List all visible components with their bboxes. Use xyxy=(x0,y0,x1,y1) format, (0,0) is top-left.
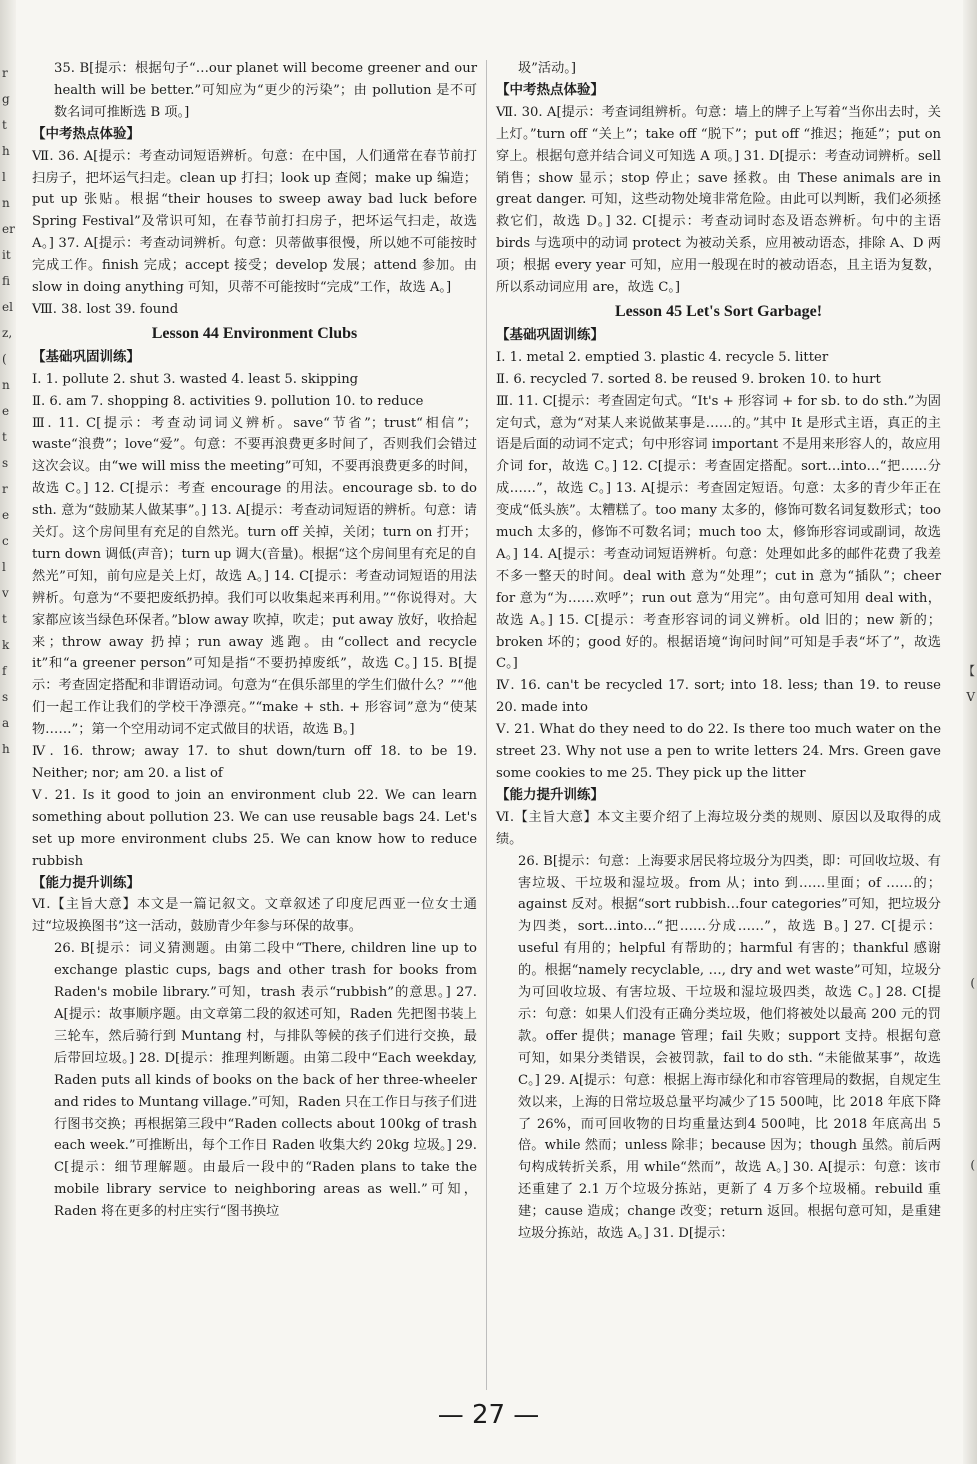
margin-fragment xyxy=(963,372,975,398)
section-tag: 【基础巩固训练】 xyxy=(496,326,604,343)
margin-fragment xyxy=(963,86,975,112)
margin-fragment: s xyxy=(2,690,9,704)
lesson-heading: Lesson 45 Let's Sort Garbage! xyxy=(614,302,823,320)
margin-fragment: l xyxy=(2,170,6,184)
margin-fragment xyxy=(963,606,975,632)
answer-paragraph: 圾”活动。] xyxy=(518,61,577,76)
answer-paragraph: Ⅱ. 6. recycled 7. sorted 8. be reused 9. broken 10. to hurt xyxy=(496,371,881,387)
answer-paragraph: Ⅴ. 21. What do they need to do 22. Is there too much water on the street 23. Why not use a pen to write letters 24. Mrs. Green gave some cookies to me 25. They pick up the litter xyxy=(496,722,941,781)
answer-paragraph: 35. B[提示：根据句子“…our planet will become greener and our health will be better.”可知应为“更少的污染”；由 pollution 是不可数名词可推断选 B 项。] xyxy=(54,61,477,120)
margin-fragment: e xyxy=(2,404,10,418)
margin-fragment: el xyxy=(2,300,13,314)
margin-fragment xyxy=(963,190,975,216)
section-tag: 【能力提升训练】 xyxy=(32,874,140,891)
margin-fragment: t xyxy=(2,612,7,626)
margin-fragment xyxy=(963,632,975,658)
margin-fragment xyxy=(963,944,975,970)
margin-fragment: t xyxy=(2,118,7,132)
answer-paragraph: Ⅲ. 11. C[提示：考查动词词义辨析。save“节省”；trust“相信”；waste“浪费”；love“爱”。句意：不要再浪费更多时间了，否则我们会错过这次会议。由“we will miss the meeting”可知，不要再浪费更多的时间，故选 C。] 12. C[提示：考查 encourage 的用法。encourage sb. to do sth. 意为“鼓励某人做某事”。] 13. A[提示：考查动词短语的辨析。句意：请关灯。这个房间里有充足的自然光。turn off 关掉，关闭；turn on 打开；turn down 调低(声音)；turn up 调大(音量)。根据“这个房间里有充足的自然光”可知，前句应是关上灯，故选 A。] 14. C[提示：考查动词短语的用法辨析。句意为“不要把废纸扔掉。我们可以收集起来再利用。”“你说得对。大家都应该当绿色环保者。”blow away 吹掉，吹走；put away 放好，收拾起来；throw away 扔掉；run away 逃跑。由“collect and recycle it”和“a greener person”可知是指“不要扔掉废纸”，故选 C。] 15. B[提示：考查固定搭配和非谓语动词。句意为“在俱乐部里的学生们做什么？”“他们一起工作让我们的学校干净漂亮。”“make + sth. + 形容词”意为“使某物……”；第一个空用动词不定式做目的状语，故选 B。] xyxy=(32,415,477,738)
margin-fragment xyxy=(963,268,975,294)
margin-fragment: a xyxy=(2,716,10,730)
margin-fragment: h xyxy=(2,144,10,158)
lesson-heading: Lesson 44 Environment Clubs xyxy=(151,324,358,342)
section-tag: 【中考热点体验】 xyxy=(32,125,140,142)
margin-fragment: n xyxy=(2,378,10,392)
right-margin-bleed xyxy=(963,60,975,1178)
margin-fragment: h xyxy=(2,742,10,756)
margin-fragment: c xyxy=(2,534,9,548)
margin-fragment xyxy=(963,164,975,190)
margin-fragment xyxy=(963,892,975,918)
margin-fragment xyxy=(963,320,975,346)
margin-fragment: it xyxy=(2,248,11,262)
margin-fragment xyxy=(963,424,975,450)
answer-paragraph: Ⅵ.【主旨大意】本文主要介绍了上海垃圾分类的规则、原因以及取得的成绩。 xyxy=(496,809,941,847)
margin-fragment: t xyxy=(2,430,7,444)
margin-fragment xyxy=(963,242,975,268)
answer-paragraph: Ⅷ. 38. lost 39. found xyxy=(32,301,179,317)
section-tag: 【中考热点体验】 xyxy=(496,81,604,98)
answer-paragraph: Ⅶ. 30. A[提示：考查词组辨析。句意：墙上的牌子上写着“当你出去时，关上灯。”turn off “关上”；take off “脱下”；put off “推迟；拖延”；put on 穿上。根据句意并结合词义可知选 A 项。] 31. D[提示：考查动词辨析。sell 销售；show 显示；stop 停止；save 拯救。由 These animals are in great danger. 可知，这些动物处境非常危险。由此可以判断，我们必须拯救它们，故选 D。] 32. C[提示：考查动词时态及语态辨析。句中的主语 birds 与选项中的动词 protect 为被动关系，应用被动语态，排除 A、D 两项；根据 every year 可知，应用一般现在时的被动语态，且主语为复数，所以系动词应用 are，故选 C。] xyxy=(496,104,941,296)
page-number: — 27 — xyxy=(437,1400,540,1430)
margin-fragment: ( xyxy=(970,976,975,990)
answer-paragraph: Ⅶ. 36. A[提示：考查动词短语辨析。句意：在中国，人们通常在春节前打扫房子，把坏运气扫走。clean up 打扫；look up 查阅；make up 编造；put up 张贴。根据“their houses to sweep away bad luck before Spring Festival”及常识可知，在春节前打扫房子，把坏运气扫走，故选 A。] 37. A[提示：考查动词辨析。句意：贝蒂做事很慢，所以她不可能按时完成工作。finish 完成；accept 接受；develop 发展；attend 参加。由 slow in doing anything 可知，贝蒂不可能按时“完成”工作，故选 A。] xyxy=(32,148,477,296)
margin-fragment: r xyxy=(2,66,8,80)
answer-paragraph: 26. B[提示：词义猜测题。由第二段中“There, children line up to exchange plastic cups, bags and other trash for books from Raden's mobile library.”可知，trash 表示“rubbish”的意思。] 27. A[提示：故事顺序题。由文章第二段的叙述可知，Raden 先把图书装上三轮车，然后骑行到 Muntang 村，与排队等候的孩子们进行交换，最后带回垃圾。] 28. D[提示：推理判断题。由第二段中“Each weekday, Raden puts all kinds of books on the back of her three-wheeler and rides to Muntang village.”可知，Raden 只在工作日与孩子们进行图书交换；再根据第三段中“Raden collects about 100kg of trash each week.”可推断出，每个工作日 Raden 收集大约 20kg 垃圾。] 29. C[提示：细节理解题。由最后一段中的“Raden plans to take the mobile library service to neighboring areas as well.”可知，Raden 将在更多的村庄实行“图书换垃 xyxy=(54,941,477,1220)
margin-fragment xyxy=(963,1048,975,1074)
answer-paragraph: Ⅱ. 6. am 7. shopping 8. activities 9. pollution 10. to reduce xyxy=(32,393,424,409)
margin-fragment xyxy=(963,840,975,866)
margin-fragment xyxy=(963,788,975,814)
answer-paragraph: Ⅳ. 16. throw; away 17. to shut down/turn off 18. to be 19. Neither; nor; am 20. a list of xyxy=(32,744,477,781)
margin-fragment xyxy=(963,528,975,554)
margin-fragment xyxy=(963,554,975,580)
left-column xyxy=(32,58,477,1223)
margin-fragment: k xyxy=(2,638,10,652)
section-tag: 【能力提升训练】 xyxy=(496,786,604,803)
margin-fragment: er xyxy=(2,222,15,236)
margin-fragment xyxy=(963,450,975,476)
margin-fragment: V xyxy=(966,690,975,704)
margin-fragment xyxy=(963,996,975,1022)
right-column xyxy=(496,58,941,1245)
answer-paragraph: Ⅰ. 1. metal 2. emptied 3. plastic 4. recycle 5. litter xyxy=(496,349,829,365)
margin-fragment: ( xyxy=(970,1158,975,1172)
margin-fragment xyxy=(963,216,975,242)
margin-fragment: g xyxy=(2,92,10,106)
left-margin-bleed xyxy=(2,60,15,762)
margin-fragment xyxy=(963,502,975,528)
margin-fragment xyxy=(963,736,975,762)
margin-fragment xyxy=(963,1074,975,1100)
answer-paragraph: Ⅰ. 1. pollute 2. shut 3. wasted 4. least 5. skipping xyxy=(32,371,359,387)
margin-fragment xyxy=(963,398,975,424)
margin-fragment xyxy=(963,866,975,892)
answer-paragraph: 26. B[提示：句意：上海要求居民将垃圾分为四类，即：可回收垃圾、有害垃圾、干垃圾和湿垃圾。from 从；into 到……里面；of ……的；against 反对。根据“sort rubbish…four categories”可知，把垃圾分为四类，sort…into…“把……分成……”，故选 B。] 27. C[提示：useful 有用的；helpful 有帮助的；harmful 有害的；thankful 感谢的。根据“namely recyclable, …, dry and wet waste”可知，垃圾分为可回收垃圾、有害垃圾、干垃圾和湿垃圾四类，故选 C。] 28. C[提示：句意：如果人们没有正确分类垃圾，他们将被处以最高 200 元的罚款。offer 提供；manage 管理；fail 失败；support 支持。根据句意可知，如果分类错误，会被罚款，fail to do sth. “未能做某事”，故选 C。] 29. A[提示：句意：根据上海市绿化和市容管理局的数据，自规定生效以来，上海的日常垃圾总量平均减少了15 500吨，比 2018 年底下降了 26%，而可回收物的日均重量达到4 500吨，比 2018 年底高出 5 倍。while 然而；unless 除非；because 因为；though 虽然。前后两句构成转折关系，用 while“然而”，故选 A。] 30. A[提示：句意：该市还重建了 2.1 万个垃圾分拣站，更新了 4 万多个垃圾桶。rebuild 重建；cause 造成；change 改变；return 返回。根据句意可知，是重建垃圾分拣站，故选 A。] 31. D[提示： xyxy=(518,853,941,1242)
margin-fragment xyxy=(963,112,975,138)
margin-fragment xyxy=(963,138,975,164)
margin-fragment xyxy=(963,476,975,502)
margin-fragment: v xyxy=(2,586,9,600)
margin-fragment xyxy=(963,762,975,788)
answer-paragraph: Ⅲ. 11. C[提示：考查固定句式。“It's + 形容词 + for sb. to do sth.”为固定句式，意为“对某人来说做某事是……的。”其中 It 是形式主语，真正的主语是后面的动词不定式；句中形容词 important 不是用来形容人的，故应用介词 for，故选 C。] 12. C[提示：考查固定搭配。sort…into…“把……分成……”，故选 C。] 13. A[提示：考查固定短语。句意：太多的青少年正在变成“低头族”。太糟糕了。too many 太多的，修饰可数名词复数形式；too much 太多的，修饰不可数名词；much too 太，修饰形容词或副词，故选 A。] 14. A[提示：考查动词短语辨析。句意：处理如此多的邮件花费了我差不多一整天的时间。deal with 意为“处理”；cut in 意为“插队”；cheer for 意为“为……欢呼”；run out 意为“用完”。由句意可知用 deal with，故选 A。] 15. C[提示：考查形容词的词义辨析。old 旧的；new 新的；broken 坏的；good 好的。根据语境“询问时间”可知是手表“坏了”，故选 C。] xyxy=(496,393,941,672)
margin-fragment: e xyxy=(2,508,10,522)
margin-fragment: n xyxy=(2,196,10,210)
margin-fragment: ( xyxy=(2,352,7,366)
margin-fragment xyxy=(963,346,975,372)
margin-fragment: z, xyxy=(2,326,13,340)
margin-fragment: s xyxy=(2,456,9,470)
margin-fragment xyxy=(963,814,975,840)
answer-paragraph: Ⅵ.【主旨大意】本文是一篇记叙文。文章叙述了印度尼西亚一位女士通过“垃圾换图书”这一活动，鼓励青少年参与环保的故事。 xyxy=(32,897,477,935)
margin-fragment: fi xyxy=(2,274,11,288)
margin-fragment xyxy=(963,580,975,606)
margin-fragment xyxy=(963,918,975,944)
margin-fragment xyxy=(963,1100,975,1126)
column-divider xyxy=(486,60,487,1390)
section-tag: 【基础巩固训练】 xyxy=(32,348,140,365)
answer-paragraph: Ⅴ. 21. Is it good to join an environment club 22. We can learn something about pollution 23. We can use reusable bags 24. Let's set up more environment clubs 25. We can know how to reduce rubbish xyxy=(32,787,477,869)
answer-paragraph: Ⅳ. 16. can't be recycled 17. sort; into 18. less; than 19. to reuse 20. made into xyxy=(496,678,941,716)
margin-fragment xyxy=(963,294,975,320)
margin-fragment: l xyxy=(2,560,6,574)
margin-fragment: f xyxy=(2,664,7,678)
margin-fragment: r xyxy=(2,482,8,496)
margin-fragment: 【 xyxy=(962,664,975,678)
margin-fragment xyxy=(963,60,975,86)
margin-fragment xyxy=(963,1022,975,1048)
margin-fragment xyxy=(963,710,975,736)
margin-fragment xyxy=(963,1126,975,1152)
